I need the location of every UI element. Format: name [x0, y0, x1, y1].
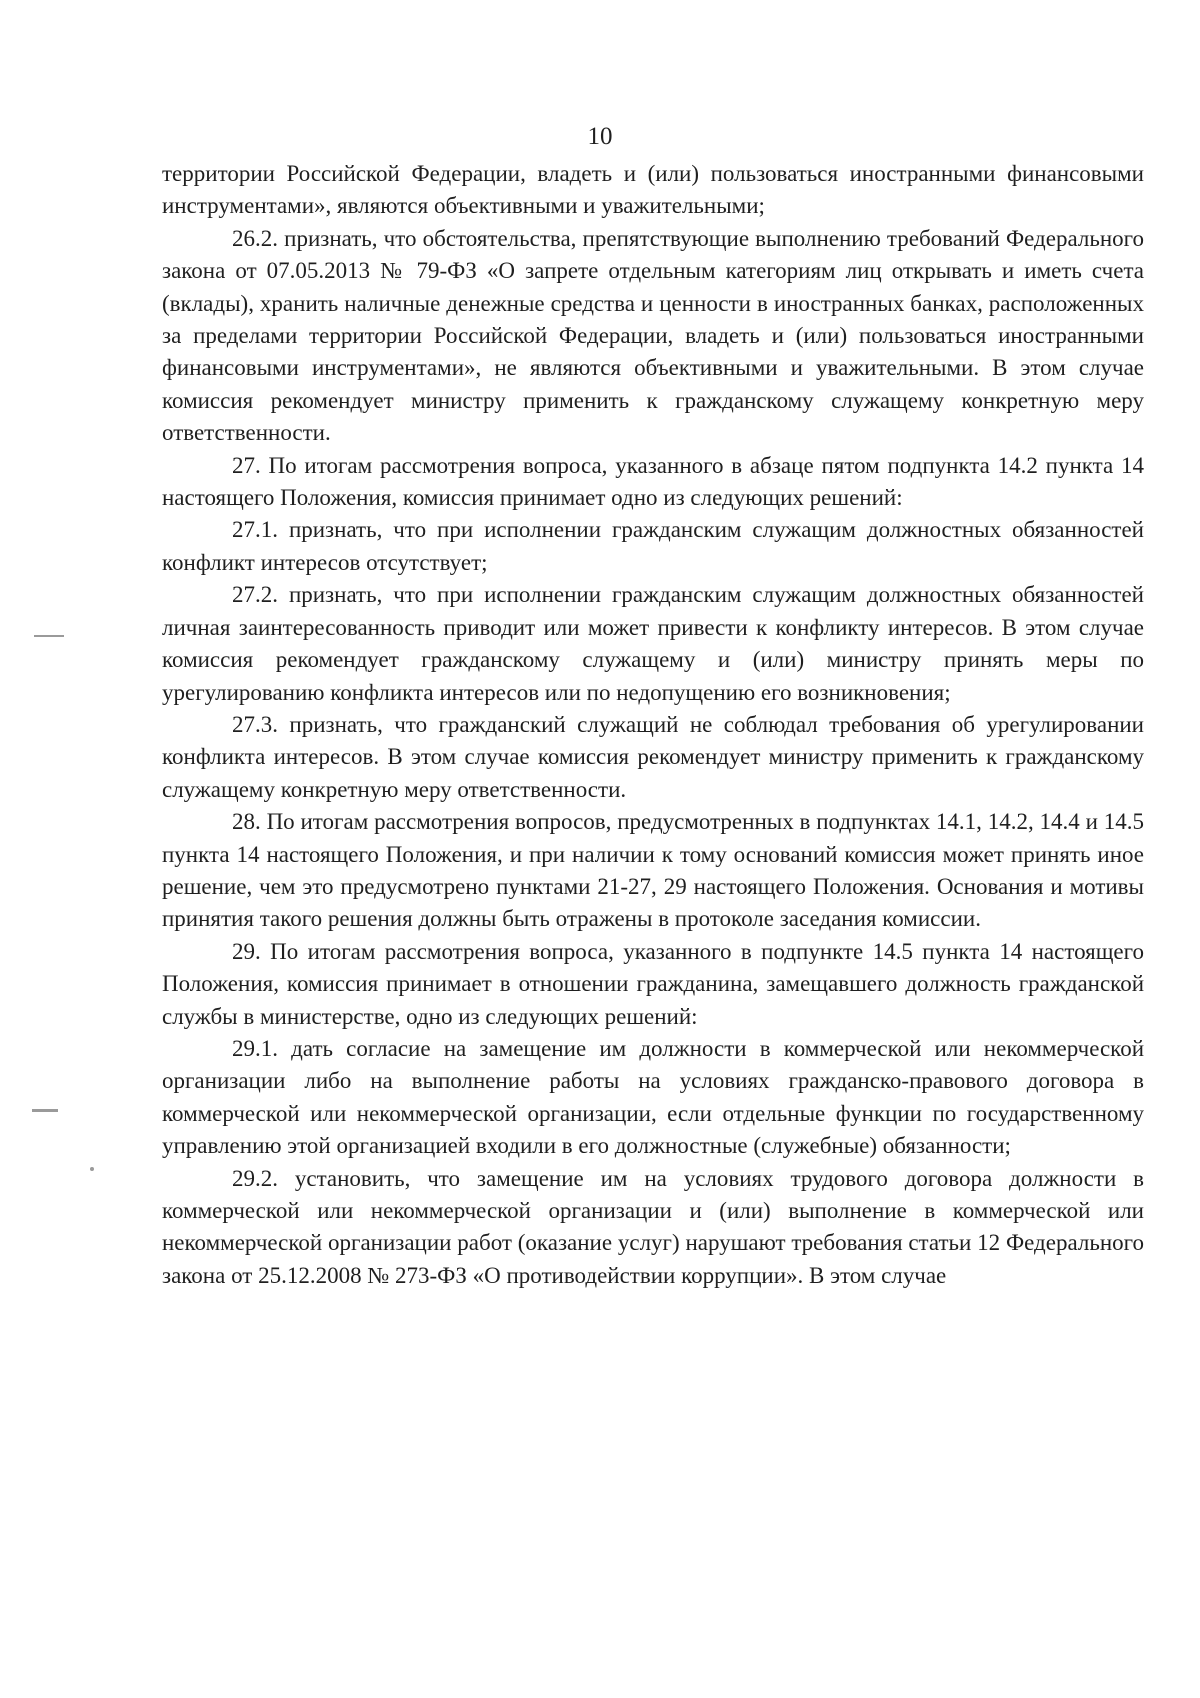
- scan-margin-dot: [90, 1167, 94, 1171]
- paragraph-29-2: 29.2. установить, что замещение им на условиях трудового договора должности в коммерческой или некоммерческой организации и (или) выполнение в коммерческой или некоммерческой организации работ (оказание услуг) нарушают требования статьи 12 Федерального закона от 25.12.2008 № 273-ФЗ «О противодействии коррупции». В этом случае: [162, 1165, 1144, 1288]
- paragraph-27: 27. По итогам рассмотрения вопроса, указанного в абзаце пятом подпункта 14.2 пункта 14 настоящего Положения, комиссия принимает одно из следующих решений:: [162, 452, 1144, 511]
- scan-margin-mark: [32, 1109, 58, 1112]
- paragraph-27-3: 27.3. признать, что гражданский служащий не соблюдал требования об урегулировании конфликта интересов. В этом случае комиссия рекомендует министру применить к гражданскому служащему конкретную меру ответственности.: [162, 711, 1144, 802]
- paragraph-27-2: 27.2. признать, что при исполнении гражданским служащим должностных обязанностей личная заинтересованность приводит или может привести к конфликту интересов. В этом случае комиссия рекомендует гражданскому служащему и (или) министру принять меры по урегулированию конфликта интересов или по недопущению его возникновения;: [162, 582, 1144, 705]
- paragraph-28: 28. По итогам рассмотрения вопросов, предусмотренных в подпунктах 14.1, 14.2, 14.4 и 14.5 пункта 14 настоящего Положения, и при наличии к тому оснований комиссия может принять иное решение, чем это предусмотрено пунктами 21-27, 29 настоящего Положения. Основания и мотивы принятия такого решения должны быть отражены в протоколе заседания комиссии.: [162, 809, 1144, 932]
- document-body: [162, 158, 1144, 1292]
- scan-margin-mark: [34, 635, 64, 637]
- paragraph-29: 29. По итогам рассмотрения вопроса, указанного в подпункте 14.5 пункта 14 настоящего Положения, комиссия принимает в отношении гражданина, замещавшего должность гражданской службы в министерстве, одно из следующих решений:: [162, 938, 1144, 1029]
- page-number: 10: [587, 123, 613, 150]
- paragraph-27-1: 27.1. признать, что при исполнении гражданским служащим должностных обязанностей конфликт интересов отсутствует;: [162, 517, 1144, 575]
- paragraph-continuation: территории Российской Федерации, владеть и (или) пользоваться иностранными финансовыми инструментами», являются объективными и уважительными;: [162, 161, 1144, 219]
- paragraph-29-1: 29.1. дать согласие на замещение им должности в коммерческой или некоммерческой организации либо на выполнение работы на условиях гражданско-правового договора в коммерческой или некоммерческой организации, если отдельные функции по государственному управлению этой организацией входили в его должностные (служебные) обязанности;: [162, 1035, 1144, 1159]
- paragraph-26-2: 26.2. признать, что обстоятельства, препятствующие выполнению требований Федерального закона от 07.05.2013 № 79-ФЗ «О запрете отдельным категориям лиц открывать и иметь счета (вклады), хранить наличные денежные средства и ценности в иностранных банках, расположенных за пределами территории Российской Федерации, владеть и (или) пользоваться иностранными финансовыми инструментами», не являются объективными и уважительными. В этом случае комиссия рекомендует министру применить к гражданскому служащему конкретную меру ответственности.: [162, 225, 1144, 446]
